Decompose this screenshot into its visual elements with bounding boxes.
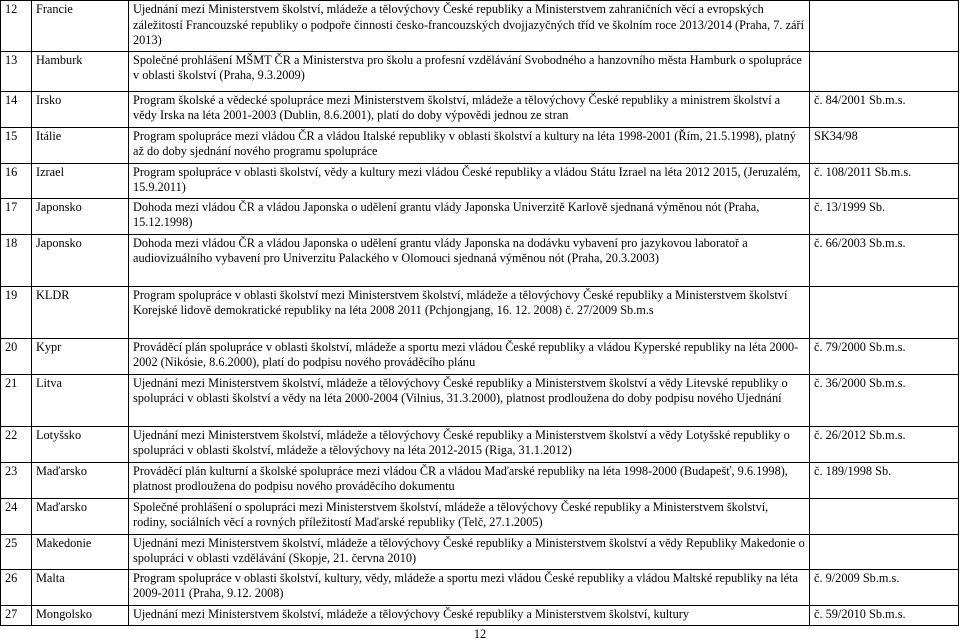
agreement-cell: Ujednání mezi Ministerstvem školství, mládeže a tělovýchovy České republiky a Ministerstvem školství a vědy Lotyšské republiky o spolupráci v oblasti školství, mládeže a tělovýchovy na léta 2012-2015 (Riga, 31.1.2012) <box>129 426 810 462</box>
table-row <box>1 1 959 52</box>
agreement-cell: Ujednání mezi Ministerstvem školství, mládeže a tělovýchovy České republiky a Ministerstvem školství a vědy Republiky Makedonie o spolupráci v oblasti vzdělávání (Skopje, 21. června 2010) <box>129 534 810 569</box>
agreement-cell: Ujednání mezi Ministerstvem školství, mládeže a tělovýchovy České republiky a Ministerstvem školství, kultury <box>129 605 810 625</box>
row-number: 14 <box>1 91 32 127</box>
country-cell: Francie <box>32 1 129 52</box>
collection-ref-cell <box>810 51 959 91</box>
agreement-cell: Prováděcí plán kulturní a školské spolupráce mezi vládou ČR a vládou Maďarské republiky na léta 1998-2000 (Budapešť, 9.6.1998), platnost prodloužena do podpisu nového prováděcího dokumentu <box>129 462 810 498</box>
collection-ref-cell: č. 84/2001 Sb.m.s. <box>810 91 959 127</box>
collection-ref-cell: č. 66/2003 Sb.m.s. <box>810 234 959 286</box>
collection-ref-cell: č. 13/1999 Sb. <box>810 198 959 234</box>
row-number: 23 <box>1 462 32 498</box>
table-row <box>1 569 959 605</box>
agreement-cell: Prováděcí plán spolupráce v oblasti školství, mládeže a sportu mezi vládou České republiky a vládou Kyperské republiky na léta 2000-2002 (Nikósie, 8.6.2000), platí do podpisu nového prováděcího plánu <box>129 338 810 374</box>
collection-ref-cell: č. 79/2000 Sb.m.s. <box>810 338 959 374</box>
agreement-cell: Dohoda mezi vládou ČR a vládou Japonska o udělení grantu vlády Japonska Univerzitě Karlově sjednaná výměnou nót (Praha, 15.12.1998) <box>129 198 810 234</box>
row-number: 18 <box>1 234 32 286</box>
table-row <box>1 498 959 534</box>
collection-ref-cell: č. 36/2000 Sb.m.s. <box>810 374 959 426</box>
table-row <box>1 51 959 91</box>
collection-ref-cell: SK34/98 <box>810 127 959 163</box>
row-number: 25 <box>1 534 32 569</box>
row-number: 12 <box>1 1 32 52</box>
row-number: 15 <box>1 127 32 163</box>
table-row <box>1 534 959 569</box>
country-cell: Japonsko <box>32 234 129 286</box>
row-number: 21 <box>1 374 32 426</box>
table-row <box>1 234 959 286</box>
country-cell: Irsko <box>32 91 129 127</box>
country-cell: Litva <box>32 374 129 426</box>
table-row <box>1 163 959 198</box>
country-cell: Malta <box>32 569 129 605</box>
agreement-cell: Společné prohlášení o spolupráci mezi Ministerstvem školství, mládeže a tělovýchovy České republiky a Ministerstvem školství, rodiny, sociálních věcí a rovných příležitostí Maďarské republiky (Telč, 27.1.2005) <box>129 498 810 534</box>
table-row <box>1 286 959 338</box>
agreement-cell: Ujednání mezi Ministerstvem školství, mládeže a tělovýchovy České republiky a Ministerstvem školství a vědy Litevské republiky o spolupráci v oblasti školství a vědy na léta 2000-2004 (Vilnius, 31.3.2000), platnost prodloužena do doby podpisu nového Ujednání <box>129 374 810 426</box>
table-row <box>1 127 959 163</box>
agreement-cell: Program školské a vědecké spolupráce mezi Ministerstvem školství, mládeže a tělovýchovy České republiky a ministrem školství a vědy Irska na léta 2001-2003 (Dublin, 8.6.2001), platí do doby výpovědi jednou ze stran <box>129 91 810 127</box>
collection-ref-cell <box>810 498 959 534</box>
collection-ref-cell <box>810 1 959 52</box>
country-cell: Japonsko <box>32 198 129 234</box>
table-row <box>1 91 959 127</box>
row-number: 13 <box>1 51 32 91</box>
page-number: 12 <box>473 627 487 641</box>
row-number: 19 <box>1 286 32 338</box>
row-number: 16 <box>1 163 32 198</box>
agreement-cell: Ujednání mezi Ministerstvem školství, mládeže a tělovýchovy České republiky a Ministerstvem zahraničních věcí a evropských záležitostí Francouzské republiky o podpoře činnosti česko-francouzských dvojjazyčných tříd ve školním roce 2013/2014 (Praha, 7. září 2013) <box>129 1 810 52</box>
country-cell: KLDR <box>32 286 129 338</box>
collection-ref-cell <box>810 534 959 569</box>
agreement-cell: Program spolupráce mezi vládou ČR a vládou Italské republiky v oblasti školství a kultury na léta 1998-2001 (Řím, 21.5.1998), platný až do doby sjednání nového programu spolupráce <box>129 127 810 163</box>
row-number: 22 <box>1 426 32 462</box>
table-row <box>1 338 959 374</box>
collection-ref-cell <box>810 286 959 338</box>
country-cell: Kypr <box>32 338 129 374</box>
collection-ref-cell: č. 59/2010 Sb.m.s. <box>810 605 959 625</box>
collection-ref-cell: č. 26/2012 Sb.m.s. <box>810 426 959 462</box>
table-row <box>1 374 959 426</box>
table-row <box>1 426 959 462</box>
row-number: 20 <box>1 338 32 374</box>
table-row <box>1 462 959 498</box>
country-cell: Mongolsko <box>32 605 129 625</box>
row-number: 27 <box>1 605 32 625</box>
country-cell: Maďarsko <box>32 498 129 534</box>
agreement-cell: Společné prohlášení MŠMT ČR a Ministerstva pro školu a profesní vzdělávání Svobodného a hanzovního města Hamburk o spolupráce v oblasti školství (Praha, 9.3.2009) <box>129 51 810 91</box>
row-number: 24 <box>1 498 32 534</box>
agreement-cell: Dohoda mezi vládou ČR a vládou Japonska o udělení grantu vlády Japonska na dodávku vybavení pro jazykovou laboratoř a audiovizuálního vybavení pro Univerzitu Palackého v Olomouci sjednaná výměnou nót (Praha, 20.3.2003) <box>129 234 810 286</box>
country-cell: Hamburk <box>32 51 129 91</box>
table-body <box>1 1 959 626</box>
collection-ref-cell: č. 108/2011 Sb.m.s. <box>810 163 959 198</box>
agreement-cell: Program spolupráce v oblasti školství, vědy a kultury mezi vládou České republiky a vládou Státu Izrael na léta 2012 2015, (Jeruzalém, 15.9.2011) <box>129 163 810 198</box>
row-number: 17 <box>1 198 32 234</box>
row-number: 26 <box>1 569 32 605</box>
country-cell: Maďarsko <box>32 462 129 498</box>
collection-ref-cell: č. 9/2009 Sb.m.s. <box>810 569 959 605</box>
country-cell: Itálie <box>32 127 129 163</box>
agreement-cell: Program spolupráce v oblasti školství, kultury, vědy, mládeže a sportu mezi vládou České republiky a vládou Maltské republiky na léta 2009-2011 (Praha, 9.12. 2008) <box>129 569 810 605</box>
collection-ref-cell: č. 189/1998 Sb. <box>810 462 959 498</box>
country-cell: Makedonie <box>32 534 129 569</box>
table-row <box>1 198 959 234</box>
country-cell: Lotyšsko <box>32 426 129 462</box>
table-row <box>1 605 959 625</box>
agreement-cell: Program spolupráce v oblasti školství mezi Ministerstvem školství, mládeže a tělovýchovy České republiky a Ministerstvem školství Korejské lidově demokratické republiky na léta 2008 2011 (Pchjongjang, 16. 12. 2008) č. 27/2009 Sb.m.s <box>129 286 810 338</box>
country-cell: Izrael <box>32 163 129 198</box>
